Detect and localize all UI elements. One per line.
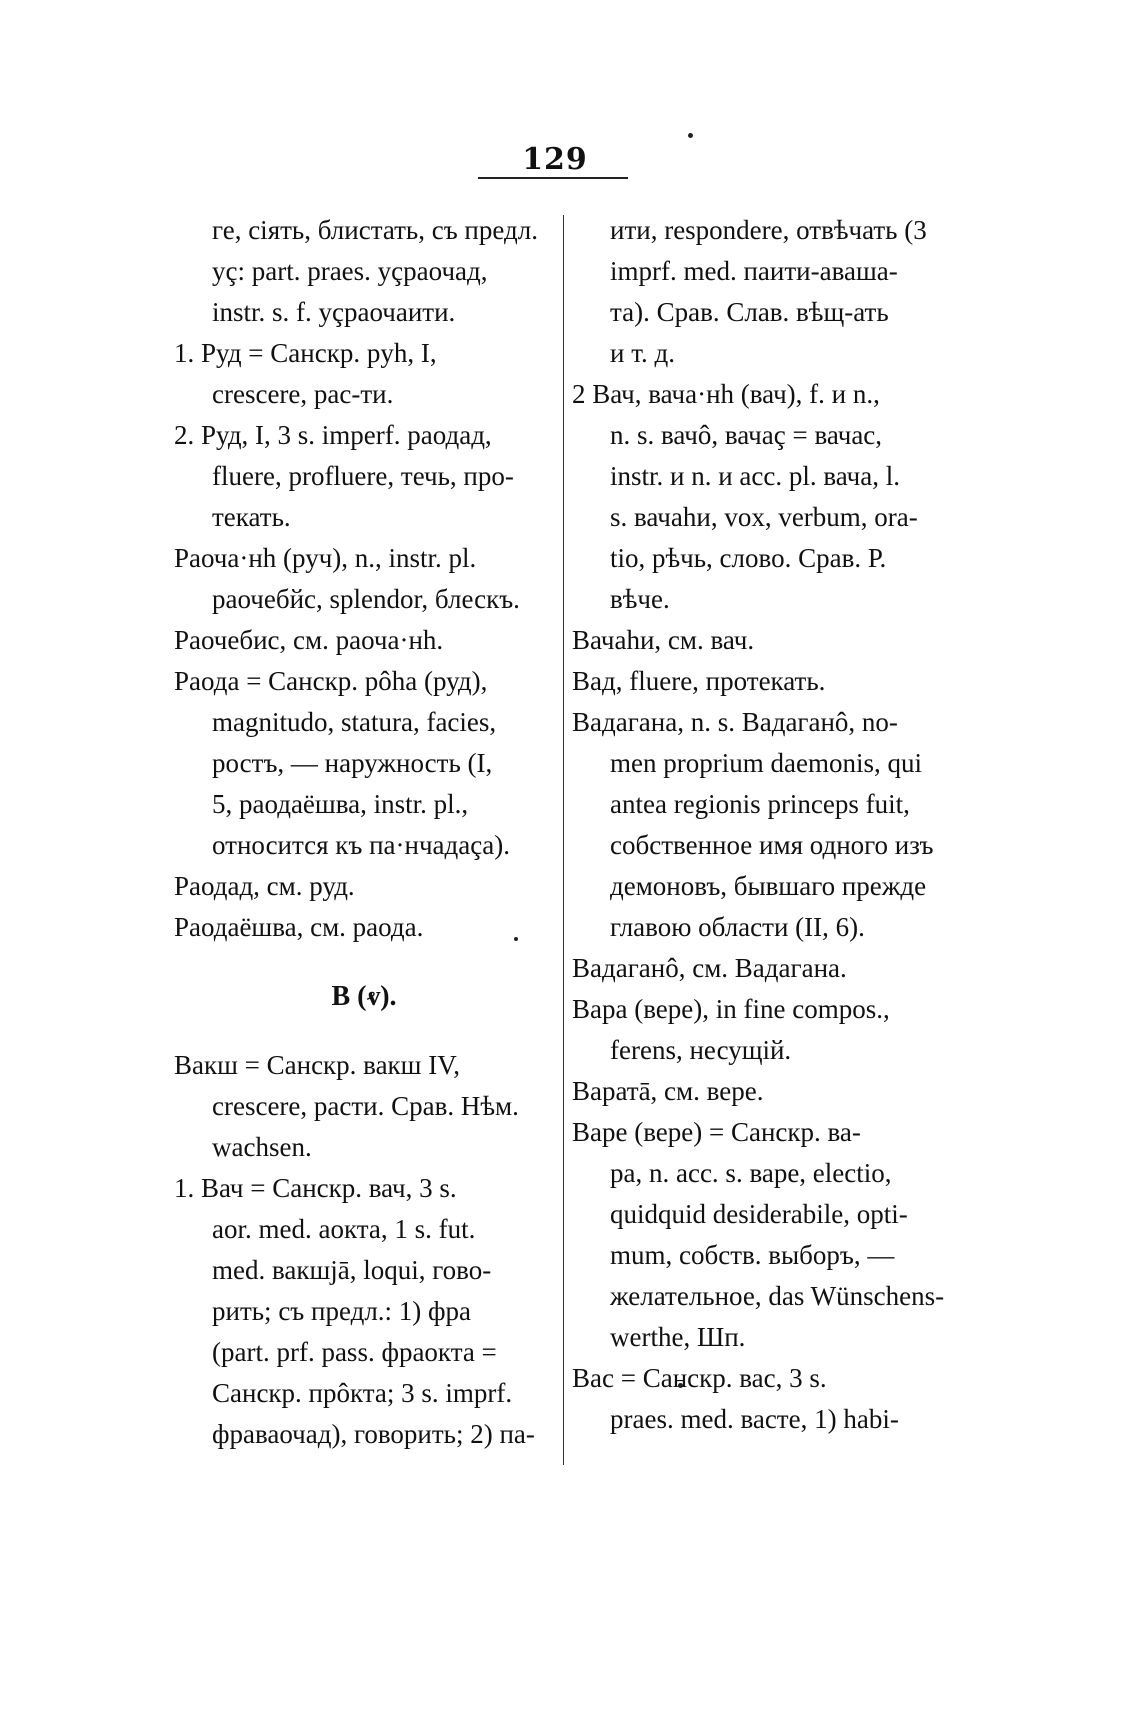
dictionary-line: и т. д.: [610, 338, 675, 368]
dictionary-line: 5, раодаёшва, instr. pl.,: [212, 789, 469, 819]
dictionary-line: Вара (вере), in fine compos.,: [572, 994, 890, 1024]
dictionary-line: вѣче.: [610, 584, 670, 614]
dictionary-line: желательное, das Wünschens-: [610, 1281, 945, 1311]
dictionary-line: crescere, рас-ти.: [212, 379, 394, 409]
dictionary-line: Варатā, см. вере.: [572, 1076, 764, 1106]
right-column: [572, 210, 952, 1440]
dictionary-line: imprf. med. паити-аваша-: [610, 256, 898, 286]
dictionary-line: демоновъ, бывшаго прежде: [610, 871, 927, 901]
dictionary-line: wachsen.: [212, 1132, 312, 1162]
dictionary-line: ростъ, — наружность (I,: [212, 748, 493, 778]
dictionary-line: текать.: [212, 502, 291, 532]
dictionary-line: 1. Руд = Санскр. рyh, I,: [174, 338, 437, 368]
dictionary-line: раочебйс, splendor, блескъ.: [212, 584, 520, 614]
dictionary-line: 2 Вач, вача·нh (вач), f. и n.,: [572, 379, 880, 409]
dictionary-line: Раоча·нh (руч), n., instr. pl.: [174, 543, 477, 573]
dictionary-line: относится къ па·нчадаçа).: [212, 830, 510, 860]
right-column-entries: [572, 210, 952, 1440]
dictionary-line: Раодаёшва, см. раода.: [174, 912, 424, 942]
dictionary-line: ferens, несущій.: [610, 1035, 792, 1065]
dictionary-line: Санскр. прôкта; 3 s. imprf.: [212, 1378, 513, 1408]
dictionary-line: ра, n. acc. s. варе, electio,: [610, 1158, 892, 1188]
dictionary-line: 2. Руд, I, 3 s. imperf. раодад,: [174, 420, 492, 450]
dictionary-line: fluere, profluere, течь, про-: [212, 461, 514, 491]
page-number: 129: [522, 142, 588, 177]
dictionary-line: Вас = Санскр. вас, 3 s.: [572, 1363, 827, 1393]
left-column-entries: [174, 210, 554, 948]
dictionary-line: собственное имя одного изъ: [610, 830, 934, 860]
dictionary-line: Вакш = Санскр. вакш IV,: [174, 1050, 460, 1080]
dictionary-line: Раочебис, см. раоча·нh.: [174, 625, 444, 655]
dictionary-line: crescere, расти. Срав. Нѣм.: [212, 1091, 519, 1121]
dictionary-line: ити, respondere, отвѣчать (3: [610, 215, 927, 245]
dictionary-line: 1. Вач = Санскр. вач, 3 s.: [174, 1173, 457, 1203]
dictionary-line: Раода = Санскр. рôha (руд),: [174, 666, 488, 696]
dictionary-line: та). Срав. Слав. вѣщ-ать: [610, 297, 889, 327]
ink-speck: [688, 133, 693, 138]
dictionary-line: werthe, Шп.: [610, 1322, 746, 1352]
dictionary-line: aor. med. аокта, 1 s. fut.: [212, 1214, 476, 1244]
dictionary-line: фраваочад), говорить; 2) па-: [212, 1419, 535, 1449]
dictionary-line: s. вачаhи, vox, verbum, ora-: [610, 502, 918, 532]
dictionary-line: instr. и n. и acc. pl. вача, l.: [610, 461, 900, 491]
dictionary-line: praes. med. васте, 1) habi-: [610, 1404, 899, 1434]
dictionary-line: главою области (II, 6).: [610, 912, 865, 942]
dictionary-line: med. вакшjā, loqui, гово-: [212, 1255, 492, 1285]
dictionary-line: Варе (вере) = Санскр. ва-: [572, 1117, 861, 1147]
dictionary-line: Вадаганô, см. Вадагана.: [572, 953, 847, 983]
header-rule: [478, 177, 628, 179]
dictionary-line: quidquid desiderabile, opti-: [610, 1199, 908, 1229]
dictionary-line: Раодад, см. руд.: [174, 871, 355, 901]
column-divider: [563, 215, 564, 1465]
dictionary-line: Вачаhи, см. вач.: [572, 625, 755, 655]
dictionary-line: рить; съ предл.: 1) фра: [212, 1296, 472, 1326]
dictionary-line: n. s. вачô, вачаç = вачас,: [610, 420, 883, 450]
dictionary-line: tio, рѣчь, слово. Срав. Р.: [610, 543, 887, 573]
dictionary-line: Вадагана, n. s. Вадаганô, no-: [572, 707, 898, 737]
dictionary-line: (part. prf. pass. фраокта =: [212, 1337, 497, 1367]
dictionary-line: ге, сіять, блистать, съ предл.: [212, 215, 538, 245]
dictionary-line: men proprium daemonis, qui: [610, 748, 922, 778]
dictionary-line: уç: part. praes. уçраочад,: [212, 256, 488, 286]
dictionary-line: Вад, fluere, протекать.: [572, 666, 826, 696]
dictionary-line: instr. s. f. уçраочаити.: [212, 297, 456, 327]
dictionary-line: magnitudo, statura, facies,: [212, 707, 497, 737]
section-heading: В (ⱴ).: [331, 981, 397, 1012]
dictionary-line: antea regionis princeps fuit,: [610, 789, 910, 819]
left-column-entries-after-heading: [174, 1045, 554, 1455]
left-column: [174, 210, 554, 1455]
dictionary-line: mum, собств. выборъ, —: [610, 1240, 895, 1270]
